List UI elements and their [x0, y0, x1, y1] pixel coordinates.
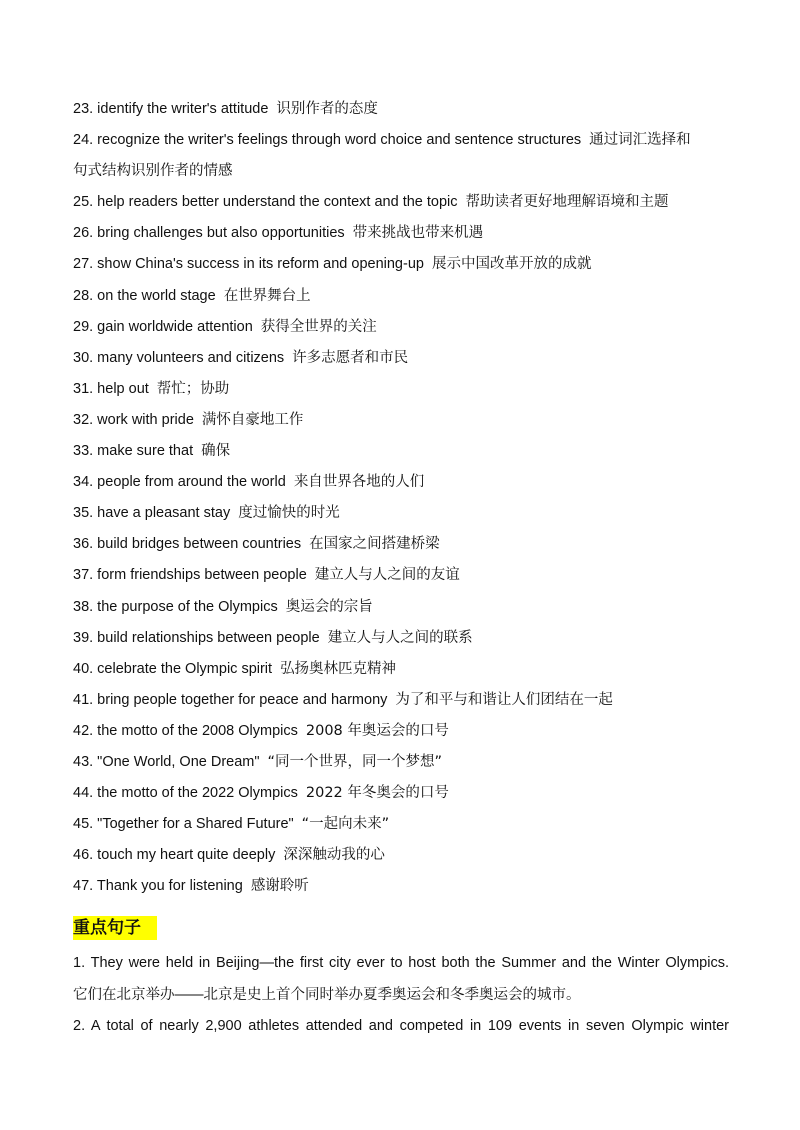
phrase-item: [73, 592, 729, 623]
phrase-chinese: 奥运会的宗旨: [285, 598, 373, 615]
phrase-english: 30. many volunteers and citizens: [73, 349, 285, 366]
phrase-item: [73, 623, 729, 654]
phrase-english: 34. people from around the world: [73, 474, 286, 491]
sentence-line: 1. They were held in Beijing—the first city ever to host both the Summer and the Winter Olympics.: [73, 955, 729, 972]
phrase-chinese: 深深触动我的心: [283, 847, 385, 864]
phrase-english: 29. gain worldwide attention: [73, 318, 253, 335]
phrase-chinese: 2008 年奥运会的口号: [305, 722, 449, 739]
phrase-english: 40. celebrate the Olympic spirit: [73, 660, 273, 677]
phrase-item: [73, 405, 729, 436]
phrase-chinese: 建立人与人之间的联系: [327, 629, 473, 646]
phrase-item: [73, 529, 729, 560]
phrase-item: [73, 498, 729, 529]
phrase-english: 28. on the world stage: [73, 287, 216, 304]
phrase-english: 33. make sure that: [73, 443, 194, 460]
phrase-chinese: 为了和平与和谐让人们团结在一起: [395, 691, 613, 708]
phrase-item: [73, 809, 729, 840]
phrase-item: [73, 467, 729, 498]
phrase-english: 46. touch my heart quite deeply: [73, 847, 276, 864]
phrase-item: [73, 778, 729, 809]
phrase-list: [73, 94, 729, 902]
phrase-chinese: 展示中国改革开放的成就: [431, 256, 592, 273]
phrase-item: [73, 312, 729, 343]
phrase-english: 36. build bridges between countries: [73, 536, 302, 553]
phrase-chinese: 帮忙；协助: [156, 380, 230, 397]
phrase-english: 31. help out: [73, 380, 149, 397]
phrase-chinese: 在国家之间搭建桥梁: [309, 536, 440, 553]
phrase-english: 41. bring people together for peace and harmony: [73, 691, 388, 708]
sentence-list: [73, 948, 729, 1041]
phrase-chinese: “一起向未来”: [301, 816, 390, 833]
phrase-item: [73, 281, 729, 312]
phrase-item: [73, 747, 729, 778]
phrase-english: 23. identify the writer's attitude: [73, 101, 269, 117]
phrase-english: 24. recognize the writer's feelings through word choice and sentence structures: [73, 132, 582, 149]
phrase-chinese: “同一个世界，同一个梦想”: [267, 753, 443, 770]
phrase-item: [73, 218, 729, 249]
phrase-item: [73, 685, 729, 716]
phrase-chinese: 识别作者的态度: [276, 101, 378, 117]
phrase-english: 45. "Together for a Shared Future": [73, 816, 294, 833]
phrase-item: [73, 249, 729, 280]
phrase-item: [73, 125, 729, 156]
phrase-english: 27. show China's success in its reform and opening-up: [73, 256, 424, 273]
phrase-item: [73, 94, 729, 125]
phrase-item: [73, 560, 729, 591]
phrase-chinese: 来自世界各地的人们: [293, 474, 425, 491]
phrase-item: [73, 156, 729, 187]
phrase-chinese: 感谢聆听: [250, 878, 309, 895]
sentence-line: 2. A total of nearly 2,900 athletes attended and competed in 109 events in seven Olympic winter: [73, 1017, 729, 1034]
section-heading: 重点句子: [73, 916, 157, 940]
section-heading-row: [73, 916, 729, 946]
phrase-english: 42. the motto of the 2008 Olympics: [73, 722, 298, 739]
phrase-english: 47. Thank you for listening: [73, 878, 243, 895]
phrase-english: 39. build relationships between people: [73, 629, 320, 646]
phrase-english: 44. the motto of the 2022 Olympics: [73, 785, 298, 802]
phrase-chinese: 建立人与人之间的友谊: [314, 567, 460, 584]
phrase-english: 37. form friendships between people: [73, 567, 307, 584]
phrase-english: 25. help readers better understand the context and the topic: [73, 194, 458, 211]
document-page: [73, 94, 729, 1042]
phrase-chinese: 获得全世界的关注: [260, 318, 377, 335]
phrase-item: [73, 840, 729, 871]
phrase-item: [73, 187, 729, 218]
phrase-chinese: 带来挑战也带来机遇: [352, 225, 484, 242]
phrase-item: [73, 436, 729, 467]
phrase-item: [73, 374, 729, 405]
phrase-chinese: 在世界舞台上: [223, 287, 311, 304]
phrase-chinese: 确保: [201, 443, 231, 460]
phrase-english: 38. the purpose of the Olympics: [73, 598, 278, 615]
phrase-english: 43. "One World, One Dream": [73, 753, 260, 770]
phrase-item: [73, 716, 729, 747]
phrase-english: 35. have a pleasant stay: [73, 505, 231, 522]
sentence-line: 它们在北京举办——北京是史上首个同时举办夏季奥运会和冬季奥运会的城市。: [73, 986, 581, 1003]
phrase-chinese: 度过愉快的时光: [238, 505, 340, 522]
phrase-chinese: 句式结构识别作者的情感: [73, 163, 233, 180]
phrase-chinese: 满怀自豪地工作: [201, 411, 304, 428]
phrase-chinese: 帮助读者更好地理解语境和主题: [465, 194, 669, 211]
phrase-item: [73, 871, 729, 902]
phrase-item: [73, 343, 729, 374]
phrase-item: [73, 654, 729, 685]
phrase-chinese: 2022 年冬奥会的口号: [305, 785, 449, 802]
phrase-chinese: 弘扬奥林匹克精神: [280, 660, 397, 677]
phrase-chinese: 许多志愿者和市民: [292, 349, 409, 366]
phrase-chinese: 通过词汇选择和: [589, 132, 691, 149]
phrase-english: 26. bring challenges but also opportunities: [73, 225, 345, 242]
phrase-english: 32. work with pride: [73, 411, 194, 428]
